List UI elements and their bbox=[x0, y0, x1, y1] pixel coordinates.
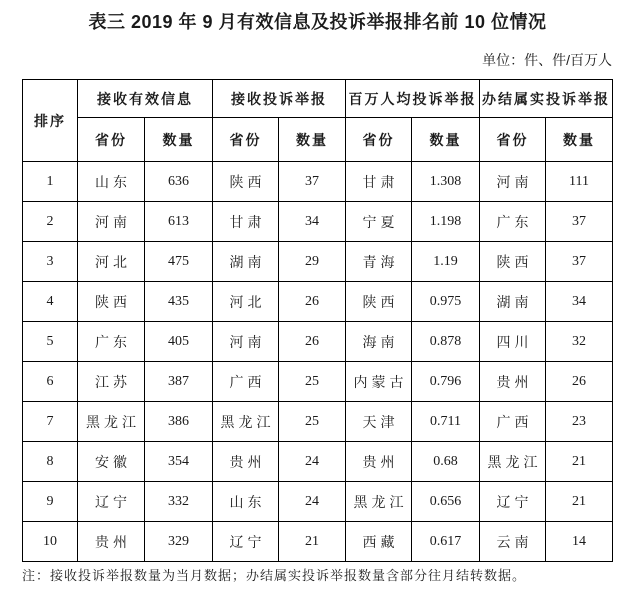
count-cell: 14 bbox=[546, 522, 613, 562]
count-cell: 354 bbox=[145, 442, 213, 482]
count-cell: 1.198 bbox=[412, 202, 480, 242]
province-cell: 河南 bbox=[78, 202, 145, 242]
count-cell: 37 bbox=[546, 242, 613, 282]
count-cell: 386 bbox=[145, 402, 213, 442]
footnote: 注：接收投诉举报数量为当月数据；办结属实投诉举报数量含部分往月结转数据。 bbox=[22, 568, 527, 583]
page-title: 表三 2019 年 9 月有效信息及投诉举报排名前 10 位情况 bbox=[88, 12, 547, 32]
province-cell: 甘肃 bbox=[346, 162, 412, 202]
count-cell: 24 bbox=[279, 482, 346, 522]
province-cell: 陕西 bbox=[213, 162, 279, 202]
table-row bbox=[23, 402, 613, 442]
sub-header-province: 省份 bbox=[480, 118, 546, 162]
sub-header-count: 数量 bbox=[412, 118, 480, 162]
province-cell: 河南 bbox=[213, 322, 279, 362]
province-cell: 黑龙江 bbox=[213, 402, 279, 442]
province-cell: 甘肃 bbox=[213, 202, 279, 242]
table-row bbox=[23, 202, 613, 242]
rank-cell: 2 bbox=[23, 202, 78, 242]
table-row bbox=[23, 322, 613, 362]
province-cell: 贵州 bbox=[78, 522, 145, 562]
count-cell: 34 bbox=[279, 202, 346, 242]
province-cell: 西藏 bbox=[346, 522, 412, 562]
count-cell: 32 bbox=[546, 322, 613, 362]
sub-header-count: 数量 bbox=[279, 118, 346, 162]
province-cell: 黑龙江 bbox=[78, 402, 145, 442]
table-row bbox=[23, 362, 613, 402]
province-cell: 海南 bbox=[346, 322, 412, 362]
sub-header-province: 省份 bbox=[213, 118, 279, 162]
count-cell: 24 bbox=[279, 442, 346, 482]
province-cell: 山东 bbox=[78, 162, 145, 202]
province-cell: 江苏 bbox=[78, 362, 145, 402]
sub-header-count: 数量 bbox=[145, 118, 213, 162]
count-cell: 21 bbox=[279, 522, 346, 562]
province-cell: 辽宁 bbox=[213, 522, 279, 562]
rank-cell: 3 bbox=[23, 242, 78, 282]
group-header-received-complaints: 接收投诉举报 bbox=[213, 80, 346, 118]
rank-cell: 4 bbox=[23, 282, 78, 322]
table-row bbox=[23, 242, 613, 282]
count-cell: 23 bbox=[546, 402, 613, 442]
count-cell: 25 bbox=[279, 402, 346, 442]
count-cell: 37 bbox=[279, 162, 346, 202]
count-cell: 111 bbox=[546, 162, 613, 202]
count-cell: 0.796 bbox=[412, 362, 480, 402]
province-cell: 安徽 bbox=[78, 442, 145, 482]
province-cell: 贵州 bbox=[213, 442, 279, 482]
table-row bbox=[23, 442, 613, 482]
count-cell: 34 bbox=[546, 282, 613, 322]
unit-label: 单位：件、件/百万人 bbox=[482, 52, 612, 68]
count-cell: 329 bbox=[145, 522, 213, 562]
province-cell: 湖南 bbox=[213, 242, 279, 282]
province-cell: 四川 bbox=[480, 322, 546, 362]
province-cell: 陕西 bbox=[78, 282, 145, 322]
province-cell: 云南 bbox=[480, 522, 546, 562]
province-cell: 贵州 bbox=[480, 362, 546, 402]
count-cell: 0.68 bbox=[412, 442, 480, 482]
table-body bbox=[23, 162, 613, 562]
province-cell: 广西 bbox=[480, 402, 546, 442]
group-header-verified-closed: 办结属实投诉举报 bbox=[480, 80, 613, 118]
province-cell: 宁夏 bbox=[346, 202, 412, 242]
count-cell: 0.975 bbox=[412, 282, 480, 322]
count-cell: 332 bbox=[145, 482, 213, 522]
ranking-table bbox=[22, 79, 613, 562]
table-row bbox=[23, 522, 613, 562]
province-cell: 内蒙古 bbox=[346, 362, 412, 402]
count-cell: 21 bbox=[546, 442, 613, 482]
group-header-received-info: 接收有效信息 bbox=[78, 80, 213, 118]
rank-cell: 1 bbox=[23, 162, 78, 202]
province-cell: 青海 bbox=[346, 242, 412, 282]
rank-header: 排序 bbox=[23, 80, 78, 162]
header-group-row bbox=[23, 80, 613, 118]
count-cell: 29 bbox=[279, 242, 346, 282]
rank-cell: 7 bbox=[23, 402, 78, 442]
rank-cell: 10 bbox=[23, 522, 78, 562]
count-cell: 387 bbox=[145, 362, 213, 402]
count-cell: 405 bbox=[145, 322, 213, 362]
province-cell: 河南 bbox=[480, 162, 546, 202]
table-row bbox=[23, 282, 613, 322]
count-cell: 1.19 bbox=[412, 242, 480, 282]
province-cell: 黑龙江 bbox=[346, 482, 412, 522]
province-cell: 广东 bbox=[78, 322, 145, 362]
count-cell: 26 bbox=[279, 282, 346, 322]
count-cell: 0.878 bbox=[412, 322, 480, 362]
count-cell: 475 bbox=[145, 242, 213, 282]
count-cell: 37 bbox=[546, 202, 613, 242]
count-cell: 26 bbox=[546, 362, 613, 402]
province-cell: 陕西 bbox=[346, 282, 412, 322]
count-cell: 0.617 bbox=[412, 522, 480, 562]
sub-header-count: 数量 bbox=[546, 118, 613, 162]
count-cell: 21 bbox=[546, 482, 613, 522]
province-cell: 河北 bbox=[78, 242, 145, 282]
count-cell: 0.656 bbox=[412, 482, 480, 522]
province-cell: 辽宁 bbox=[78, 482, 145, 522]
province-cell: 山东 bbox=[213, 482, 279, 522]
province-cell: 广东 bbox=[480, 202, 546, 242]
table-row bbox=[23, 482, 613, 522]
rank-cell: 8 bbox=[23, 442, 78, 482]
province-cell: 辽宁 bbox=[480, 482, 546, 522]
count-cell: 613 bbox=[145, 202, 213, 242]
count-cell: 26 bbox=[279, 322, 346, 362]
group-header-per-million: 百万人均投诉举报 bbox=[346, 80, 480, 118]
province-cell: 陕西 bbox=[480, 242, 546, 282]
province-cell: 天津 bbox=[346, 402, 412, 442]
rank-cell: 6 bbox=[23, 362, 78, 402]
count-cell: 435 bbox=[145, 282, 213, 322]
province-cell: 广西 bbox=[213, 362, 279, 402]
sub-header-province: 省份 bbox=[78, 118, 145, 162]
count-cell: 25 bbox=[279, 362, 346, 402]
count-cell: 0.711 bbox=[412, 402, 480, 442]
province-cell: 湖南 bbox=[480, 282, 546, 322]
province-cell: 黑龙江 bbox=[480, 442, 546, 482]
province-cell: 贵州 bbox=[346, 442, 412, 482]
province-cell: 河北 bbox=[213, 282, 279, 322]
header-sub-row bbox=[23, 118, 613, 162]
count-cell: 1.308 bbox=[412, 162, 480, 202]
rank-cell: 5 bbox=[23, 322, 78, 362]
count-cell: 636 bbox=[145, 162, 213, 202]
rank-cell: 9 bbox=[23, 482, 78, 522]
table-row bbox=[23, 162, 613, 202]
sub-header-province: 省份 bbox=[346, 118, 412, 162]
